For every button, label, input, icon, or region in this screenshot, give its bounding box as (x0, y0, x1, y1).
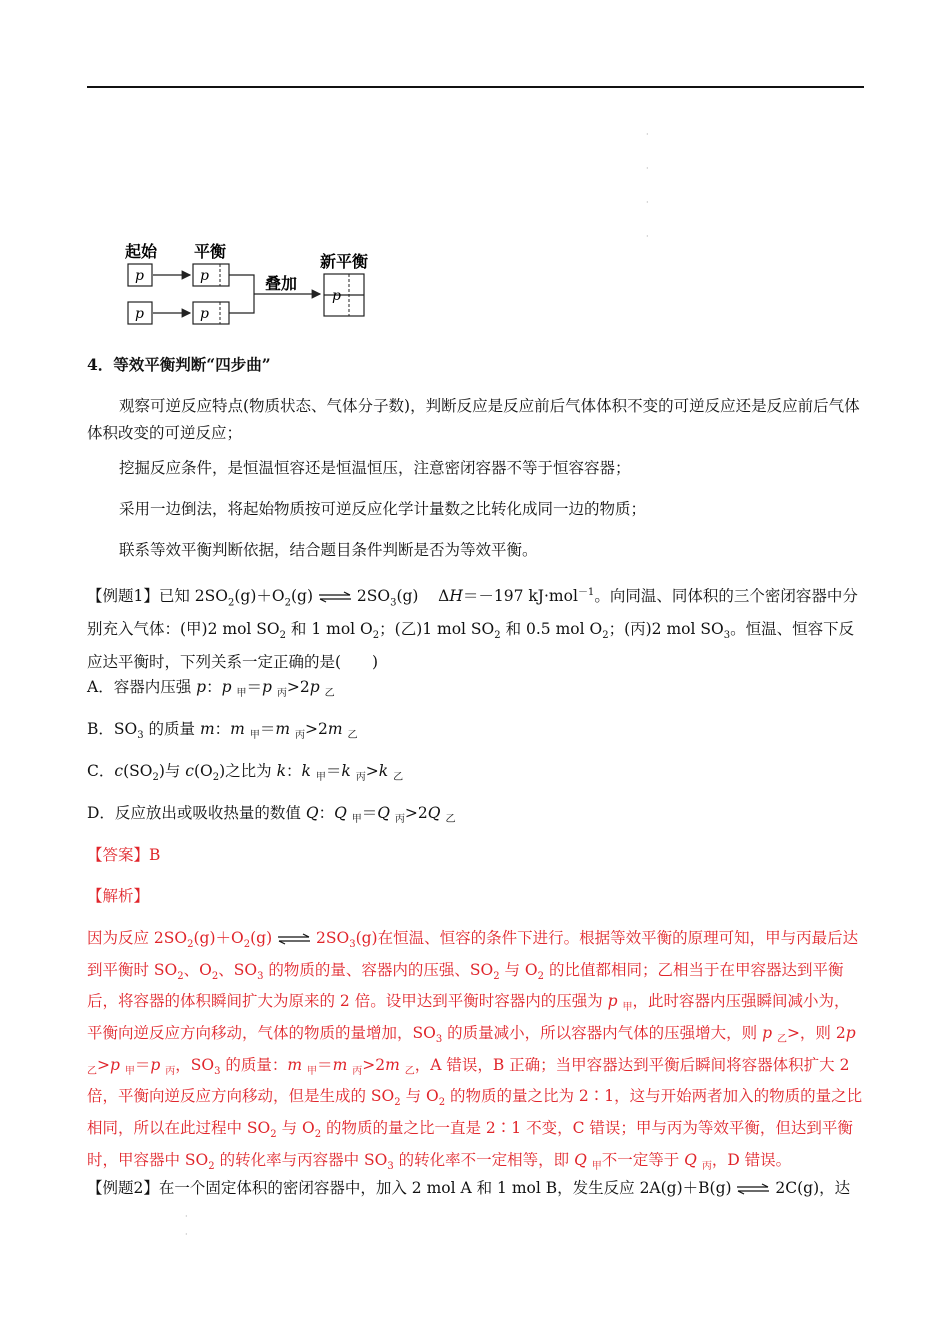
box-new-label: p (332, 288, 341, 304)
option-d[interactable]: D．反应放出或吸收热量的数值 Q：Q $_甲$＝Q $_丙$>2Q $_乙$ (87, 804, 456, 826)
label-equilibrium: 平衡 (194, 242, 227, 261)
bracket (229, 275, 254, 313)
option-c[interactable]: C．$c(SO_2)$与 $c(O_2)$之比为 k：k $_甲$＝k $_丙$>k $_乙$ (87, 762, 404, 784)
equilibrium-arrow-icon (736, 1183, 770, 1195)
label-superpose: 叠加 (265, 274, 298, 293)
option-b[interactable]: B．$SO_3$ 的质量 m：m $_甲$＝m $_丙$>2m $_乙$ (87, 720, 358, 742)
example-2-tag: 【例题2】 (87, 1179, 159, 1197)
box-start-2-label: p (135, 306, 144, 322)
answer-label: 【答案】B (87, 846, 161, 864)
footer-dots: · · (185, 1212, 188, 1239)
margin-dots: · · · · (646, 130, 649, 241)
label-start: 起始 (125, 242, 158, 261)
box-equilibrium-1-label: p (200, 268, 209, 284)
analysis-label: 【解析】 (87, 887, 150, 905)
box-equilibrium-2 (193, 302, 229, 324)
analysis-text: 因为反应 $2SO_2(g)+O_2(g)$ $2SO_3(g)$在恒温、恒容的条件下进行。根据等效平衡的原理可知，甲与丙最后达到平衡时 $SO_2$、$O_2$、$SO_3$ 的物质的量、容器内的压强、$SO_2$ 与 $O_2$ 的比值都相同；乙相当于在甲容器达到平衡后，将容器的体积瞬间扩大为原来的 2 倍。设甲达到平衡时容器内的压强为 p $_甲$，此时容器内压强瞬间减小为，平衡向逆反应方向移动，气体的物质的量增加，$SO_3$ 的质量减小，所以容器内气体的压强增大，则 p $_乙$>，则 2p $_乙$>p $_甲$＝p $_丙$，$SO_3$ 的质量：m $_甲$＝m $_丙$>2m $_乙$，A 错误，B 正确；当甲容器达到平衡后瞬间将容器体积扩大 2 倍，平衡向逆反应方向移动，但是生成的 $SO_2$ 与 $O_2$ 的物质的量之比为 2∶1，这与开始两者加入的物质的量之比相同，所以在此过程中 $SO_2$ 与 $O_2$ 的物质的量之比一直是 2∶1 不变，C 错误；甲与丙为等效平衡，但达到平衡时，甲容器中 $SO_2$ 的转化率与丙容器中 $SO_3$ 的转化率不一定相等，即 Q $_甲$不一定等于 Q $_丙$，D 错误。 (87, 929, 863, 1172)
option-a[interactable]: A．容器内压强 p：p $_甲$＝p $_丙$>2p $_乙$ (87, 678, 335, 700)
step-2: 挖掘反应条件，是恒温恒容还是恒温恒压，注意密闭容器不等于恒容容器； (119, 459, 631, 477)
example-1-question: 【例题1】已知 $2SO_2(g)+O_2(g)$ $2SO_3(g)$ ΔH＝－197 kJ·mol$^{-1}$。向同温、同体积的三个密闭容器中分别充入气体：(甲)2 mol $SO_2$ 和 1 mol $O_2$；(乙)1 mol $SO_2$ 和 0.5 mol $O_2$；(丙)2 mol $SO_3$。恒温、恒容下反应达平衡时，下列关系一定正确的是( ) (87, 587, 858, 672)
equilibrium-arrow-icon (277, 933, 311, 945)
example-2-question: 【例题2】在一个固定体积的密闭容器中，加入 2 mol A 和 1 mol B，发生反应 2A(g)＋B(g) 2C(g)，达 (87, 1179, 851, 1197)
label-new-equilibrium: 新平衡 (320, 252, 369, 271)
box-equilibrium-2-label: p (200, 306, 209, 322)
step-1: 观察可逆反应特点(物质状态、气体分子数)，判断反应是反应前后气体体积不变的可逆反应还是反应前后气体体积改变的可逆反应； (87, 397, 860, 442)
equilibrium-arrow-icon (318, 591, 352, 603)
section-heading: 4．等效平衡判断“四步曲” (87, 355, 271, 374)
step-3: 采用一边倒法，将起始物质按可逆反应化学计量数之比转化成同一边的物质； (119, 500, 647, 518)
box-equilibrium-1 (193, 264, 229, 286)
header-rule (87, 86, 864, 88)
box-start-1-label: p (135, 268, 144, 284)
step-4: 联系等效平衡判断依据，结合题目条件判断是否为等效平衡。 (119, 541, 538, 559)
example-1-tag: 【例题1】 (87, 587, 159, 606)
equilibrium-superposition-diagram (120, 236, 390, 336)
